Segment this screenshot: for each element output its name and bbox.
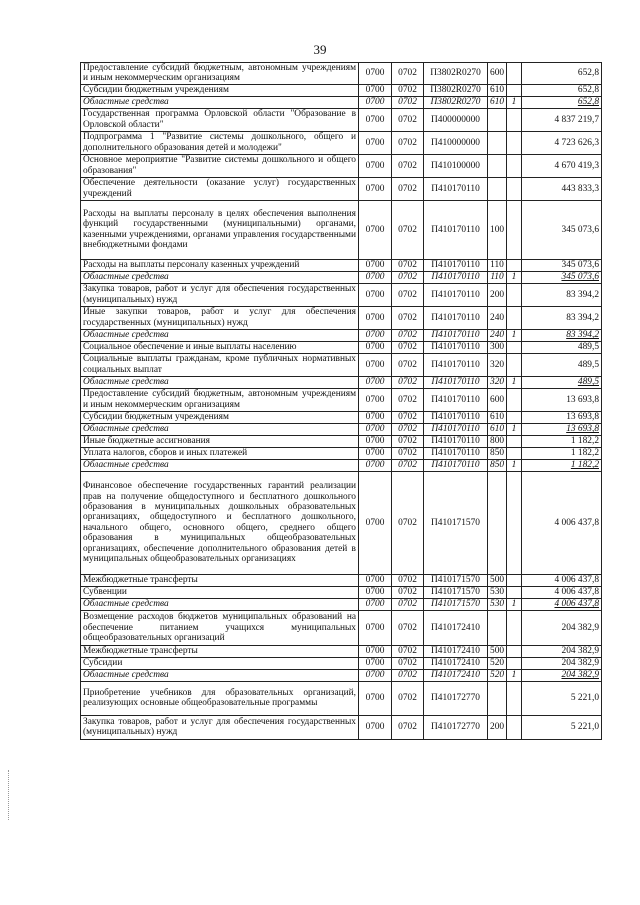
target-article-cell: П410171570 xyxy=(424,598,488,610)
expense-type-cell xyxy=(488,681,507,715)
target-article-cell: П410171570 xyxy=(424,574,488,586)
row-name-cell: Закупка товаров, работ и услуг для обеспечения государственных (муниципальных) нужд xyxy=(81,715,359,739)
amount-cell xyxy=(522,353,602,376)
section-code-cell: 0700 xyxy=(359,657,392,669)
expense-type-cell: 100 xyxy=(488,200,507,259)
table-row xyxy=(81,447,602,459)
table-row xyxy=(81,574,602,586)
amount-cell xyxy=(522,411,602,423)
section-code-cell: 0700 xyxy=(359,63,392,85)
section-code-cell: 0700 xyxy=(359,154,392,177)
row-name-cell: Расходы на выплаты персоналу в целях обеспечения выполнения функций государственными (муниципальными) органами, казенными учреждениями, органами управления государственными внебюджетными фондами xyxy=(81,200,359,259)
amount-value: 1 182,2 xyxy=(570,436,599,447)
amount-value: 204 382,9 xyxy=(561,670,599,681)
target-article-cell: П410170110 xyxy=(424,200,488,259)
amount-cell xyxy=(522,681,602,715)
amount-value: 13 693,8 xyxy=(566,424,599,435)
expense-type-cell xyxy=(488,471,507,574)
target-article-cell: П410172410 xyxy=(424,645,488,657)
funding-source-cell xyxy=(507,131,522,154)
section-code-cell: 0700 xyxy=(359,388,392,411)
subsection-code-cell: 0702 xyxy=(392,177,424,200)
amount-value: 4 837 219,7 xyxy=(554,114,599,125)
section-code-cell: 0700 xyxy=(359,283,392,306)
section-code-cell: 0700 xyxy=(359,610,392,645)
row-name-cell: Государственная программа Орловской области "Образование в Орловской области" xyxy=(81,108,359,131)
row-name-cell: Социальные выплаты гражданам, кроме публичных нормативных социальных выплат xyxy=(81,353,359,376)
table-row-regional-funds xyxy=(81,669,602,681)
target-article-cell: П410172770 xyxy=(424,715,488,739)
amount-value: 652,8 xyxy=(577,68,599,79)
row-name-cell: Социальное обеспечение и иные выплаты населению xyxy=(81,341,359,353)
amount-cell xyxy=(522,715,602,739)
amount-value: 4 006 437,8 xyxy=(554,587,599,598)
amount-value: 489,5 xyxy=(577,377,599,388)
table-row xyxy=(81,283,602,306)
subsection-code-cell: 0702 xyxy=(392,681,424,715)
funding-source-cell: 1 xyxy=(507,459,522,471)
subsection-code-cell: 0702 xyxy=(392,259,424,271)
funding-source-cell xyxy=(507,154,522,177)
target-article-cell: П410170110 xyxy=(424,259,488,271)
row-name-cell: Субвенции xyxy=(81,586,359,598)
row-name-cell: Основное мероприятие "Развитие системы дошкольного и общего образования" xyxy=(81,154,359,177)
amount-value: 4 723 626,3 xyxy=(554,137,599,148)
amount-cell xyxy=(522,376,602,388)
funding-source-cell xyxy=(507,471,522,574)
expense-type-cell: 200 xyxy=(488,283,507,306)
funding-source-cell xyxy=(507,435,522,447)
amount-value: 443 833,3 xyxy=(561,183,599,194)
expense-type-cell: 610 xyxy=(488,411,507,423)
table-row xyxy=(81,154,602,177)
subsection-code-cell: 0702 xyxy=(392,388,424,411)
expense-type-cell: 800 xyxy=(488,435,507,447)
subsection-code-cell: 0702 xyxy=(392,84,424,96)
section-code-cell: 0700 xyxy=(359,447,392,459)
amount-value: 83 394,2 xyxy=(566,289,599,300)
funding-source-cell: 1 xyxy=(507,271,522,283)
funding-source-cell: 1 xyxy=(507,96,522,108)
subsection-code-cell: 0702 xyxy=(392,657,424,669)
section-code-cell: 0700 xyxy=(359,459,392,471)
subsection-code-cell: 0702 xyxy=(392,154,424,177)
target-article-cell: П410170110 xyxy=(424,459,488,471)
expense-type-cell: 850 xyxy=(488,459,507,471)
subsection-code-cell: 0702 xyxy=(392,411,424,423)
target-article-cell: П410170110 xyxy=(424,388,488,411)
funding-source-cell xyxy=(507,283,522,306)
expense-type-cell: 600 xyxy=(488,63,507,85)
amount-cell xyxy=(522,177,602,200)
funding-source-cell xyxy=(507,353,522,376)
subsection-code-cell: 0702 xyxy=(392,586,424,598)
expense-type-cell: 500 xyxy=(488,645,507,657)
funding-source-cell: 1 xyxy=(507,598,522,610)
expense-type-cell xyxy=(488,177,507,200)
subsection-code-cell: 0702 xyxy=(392,353,424,376)
table-row-regional-funds xyxy=(81,329,602,341)
table-row-regional-funds xyxy=(81,423,602,435)
subsection-code-cell: 0702 xyxy=(392,423,424,435)
funding-source-cell: 1 xyxy=(507,423,522,435)
expense-type-cell xyxy=(488,610,507,645)
amount-value: 204 382,9 xyxy=(561,646,599,657)
section-code-cell: 0700 xyxy=(359,423,392,435)
funding-source-cell xyxy=(507,586,522,598)
amount-cell xyxy=(522,341,602,353)
funding-source-cell xyxy=(507,108,522,131)
row-name-cell: Областные средства xyxy=(81,376,359,388)
section-code-cell: 0700 xyxy=(359,271,392,283)
subsection-code-cell: 0702 xyxy=(392,283,424,306)
target-article-cell: П3802R0270 xyxy=(424,96,488,108)
target-article-cell: П3802R0270 xyxy=(424,63,488,85)
row-name-cell: Финансовое обеспечение государственных гарантий реализации прав на получение общедоступного и бесплатного дошкольного образования в муниципальных дошкольных образовательных организациях, общедоступного и бесплатного дошкольного, начального общего, основного общего, среднего общего образования в муниципальных общеобразовательных организациях, обеспечение дополнительного образования детей в муниципальных общеобразовательных организациях xyxy=(81,471,359,574)
section-code-cell: 0700 xyxy=(359,329,392,341)
subsection-code-cell: 0702 xyxy=(392,645,424,657)
target-article-cell: П410172410 xyxy=(424,669,488,681)
amount-cell xyxy=(522,586,602,598)
funding-source-cell xyxy=(507,84,522,96)
row-name-cell: Расходы на выплаты персоналу казенных учреждений xyxy=(81,259,359,271)
amount-value: 345 073,6 xyxy=(561,272,599,283)
subsection-code-cell: 0702 xyxy=(392,271,424,283)
target-article-cell: П410172410 xyxy=(424,610,488,645)
row-name-cell: Подпрограмма 1 "Развитие системы дошкольного, общего и дополнительного образования детей и молодежи" xyxy=(81,131,359,154)
row-name-cell: Предоставление субсидий бюджетным, автономным учреждениям и иным некоммерческим организациям xyxy=(81,388,359,411)
target-article-cell: П410170110 xyxy=(424,177,488,200)
funding-source-cell xyxy=(507,610,522,645)
table-row xyxy=(81,610,602,645)
section-code-cell: 0700 xyxy=(359,669,392,681)
scan-margin-mark xyxy=(8,770,10,820)
expense-type-cell: 110 xyxy=(488,259,507,271)
subsection-code-cell: 0702 xyxy=(392,715,424,739)
section-code-cell: 0700 xyxy=(359,471,392,574)
target-article-cell: П410172770 xyxy=(424,681,488,715)
row-name-cell: Субсидии бюджетным учреждениям xyxy=(81,411,359,423)
row-name-cell: Уплата налогов, сборов и иных платежей xyxy=(81,447,359,459)
section-code-cell: 0700 xyxy=(359,177,392,200)
target-article-cell: П410172410 xyxy=(424,657,488,669)
amount-cell xyxy=(522,283,602,306)
section-code-cell: 0700 xyxy=(359,598,392,610)
amount-cell xyxy=(522,200,602,259)
funding-source-cell: 1 xyxy=(507,376,522,388)
subsection-code-cell: 0702 xyxy=(392,63,424,85)
subsection-code-cell: 0702 xyxy=(392,447,424,459)
expense-type-cell xyxy=(488,154,507,177)
row-name-cell: Областные средства xyxy=(81,271,359,283)
amount-cell xyxy=(522,459,602,471)
amount-value: 652,8 xyxy=(577,85,599,96)
funding-source-cell: 1 xyxy=(507,329,522,341)
expense-type-cell: 530 xyxy=(488,598,507,610)
amount-cell xyxy=(522,63,602,85)
funding-source-cell xyxy=(507,341,522,353)
funding-source-cell xyxy=(507,657,522,669)
table-row xyxy=(81,586,602,598)
row-name-cell: Межбюджетные трансферты xyxy=(81,645,359,657)
section-code-cell: 0700 xyxy=(359,645,392,657)
subsection-code-cell: 0702 xyxy=(392,376,424,388)
section-code-cell: 0700 xyxy=(359,306,392,329)
amount-value: 204 382,9 xyxy=(561,658,599,669)
target-article-cell: П410170110 xyxy=(424,329,488,341)
table-row xyxy=(81,471,602,574)
row-name-cell: Межбюджетные трансферты xyxy=(81,574,359,586)
amount-cell xyxy=(522,306,602,329)
expense-type-cell: 520 xyxy=(488,657,507,669)
amount-value: 1 182,2 xyxy=(570,448,599,459)
target-article-cell: П410100000 xyxy=(424,154,488,177)
amount-cell xyxy=(522,471,602,574)
row-name-cell: Закупка товаров, работ и услуг для обеспечения государственных (муниципальных) нужд xyxy=(81,283,359,306)
target-article-cell: П410171570 xyxy=(424,471,488,574)
expense-type-cell: 610 xyxy=(488,96,507,108)
section-code-cell: 0700 xyxy=(359,96,392,108)
amount-value: 4 006 437,8 xyxy=(554,517,599,528)
expense-type-cell: 240 xyxy=(488,306,507,329)
target-article-cell: П410171570 xyxy=(424,586,488,598)
funding-source-cell xyxy=(507,259,522,271)
amount-cell xyxy=(522,645,602,657)
target-article-cell: П410170110 xyxy=(424,271,488,283)
amount-cell xyxy=(522,259,602,271)
target-article-cell: П410170110 xyxy=(424,376,488,388)
target-article-cell: П410170110 xyxy=(424,353,488,376)
row-name-cell: Субсидии бюджетным учреждениям xyxy=(81,84,359,96)
funding-source-cell xyxy=(507,306,522,329)
section-code-cell: 0700 xyxy=(359,586,392,598)
table-row xyxy=(81,715,602,739)
funding-source-cell xyxy=(507,63,522,85)
expense-type-cell: 520 xyxy=(488,669,507,681)
expense-type-cell: 600 xyxy=(488,388,507,411)
table-row-regional-funds xyxy=(81,271,602,283)
amount-cell xyxy=(522,271,602,283)
amount-cell xyxy=(522,84,602,96)
amount-value: 13 693,8 xyxy=(566,394,599,405)
section-code-cell: 0700 xyxy=(359,681,392,715)
expense-type-cell: 530 xyxy=(488,586,507,598)
amount-value: 345 073,6 xyxy=(561,260,599,271)
amount-cell xyxy=(522,598,602,610)
row-name-cell: Областные средства xyxy=(81,459,359,471)
table-row xyxy=(81,306,602,329)
amount-cell xyxy=(522,610,602,645)
funding-source-cell xyxy=(507,411,522,423)
section-code-cell: 0700 xyxy=(359,131,392,154)
funding-source-cell xyxy=(507,645,522,657)
subsection-code-cell: 0702 xyxy=(392,598,424,610)
table-row-regional-funds xyxy=(81,376,602,388)
expense-type-cell: 300 xyxy=(488,341,507,353)
amount-cell xyxy=(522,108,602,131)
expense-type-cell: 850 xyxy=(488,447,507,459)
section-code-cell: 0700 xyxy=(359,200,392,259)
subsection-code-cell: 0702 xyxy=(392,108,424,131)
row-name-cell: Предоставление субсидий бюджетным, автономным учреждениям и иным некоммерческим организациям xyxy=(81,63,359,85)
subsection-code-cell: 0702 xyxy=(392,471,424,574)
table-row xyxy=(81,435,602,447)
subsection-code-cell: 0702 xyxy=(392,96,424,108)
expense-type-cell: 110 xyxy=(488,271,507,283)
amount-cell xyxy=(522,96,602,108)
row-name-cell: Областные средства xyxy=(81,329,359,341)
target-article-cell: П410000000 xyxy=(424,131,488,154)
subsection-code-cell: 0702 xyxy=(392,329,424,341)
funding-source-cell xyxy=(507,200,522,259)
section-code-cell: 0700 xyxy=(359,353,392,376)
table-row xyxy=(81,84,602,96)
amount-value: 345 073,6 xyxy=(561,224,599,235)
section-code-cell: 0700 xyxy=(359,574,392,586)
target-article-cell: П410170110 xyxy=(424,411,488,423)
subsection-code-cell: 0702 xyxy=(392,669,424,681)
expense-type-cell: 610 xyxy=(488,423,507,435)
section-code-cell: 0700 xyxy=(359,411,392,423)
amount-value: 5 221,0 xyxy=(570,693,599,704)
subsection-code-cell: 0702 xyxy=(392,306,424,329)
subsection-code-cell: 0702 xyxy=(392,459,424,471)
subsection-code-cell: 0702 xyxy=(392,435,424,447)
amount-value: 1 182,2 xyxy=(570,460,599,471)
row-name-cell: Субсидии xyxy=(81,657,359,669)
row-name-cell: Иные закупки товаров, работ и услуг для обеспечения государственных (муниципальных) нужд xyxy=(81,306,359,329)
table-row xyxy=(81,177,602,200)
subsection-code-cell: 0702 xyxy=(392,200,424,259)
row-name-cell: Приобретение учебников для образовательных организаций, реализующих основные общеобразовательные программы xyxy=(81,681,359,715)
amount-value: 5 221,0 xyxy=(570,722,599,733)
table-row-regional-funds xyxy=(81,459,602,471)
target-article-cell: П410170110 xyxy=(424,435,488,447)
amount-cell xyxy=(522,423,602,435)
section-code-cell: 0700 xyxy=(359,435,392,447)
row-name-cell: Иные бюджетные ассигнования xyxy=(81,435,359,447)
amount-value: 13 693,8 xyxy=(566,412,599,423)
amount-value: 83 394,2 xyxy=(566,312,599,323)
table-row xyxy=(81,388,602,411)
expense-type-cell: 320 xyxy=(488,376,507,388)
page-number: 39 xyxy=(313,42,327,57)
amount-value: 4 670 419,3 xyxy=(554,160,599,171)
table-row xyxy=(81,411,602,423)
subsection-code-cell: 0702 xyxy=(392,131,424,154)
target-article-cell: П410170110 xyxy=(424,341,488,353)
row-name-cell: Областные средства xyxy=(81,423,359,435)
row-name-cell: Областные средства xyxy=(81,669,359,681)
funding-source-cell xyxy=(507,681,522,715)
section-code-cell: 0700 xyxy=(359,341,392,353)
amount-value: 652,8 xyxy=(577,97,599,108)
funding-source-cell xyxy=(507,388,522,411)
table-row xyxy=(81,200,602,259)
table-row xyxy=(81,108,602,131)
target-article-cell: П410170110 xyxy=(424,447,488,459)
section-code-cell: 0700 xyxy=(359,376,392,388)
subsection-code-cell: 0702 xyxy=(392,341,424,353)
amount-cell xyxy=(522,329,602,341)
expense-type-cell: 320 xyxy=(488,353,507,376)
target-article-cell: П3802R0270 xyxy=(424,84,488,96)
amount-cell xyxy=(522,574,602,586)
amount-cell xyxy=(522,131,602,154)
table-row xyxy=(81,259,602,271)
amount-cell xyxy=(522,447,602,459)
table-row xyxy=(81,681,602,715)
row-name-cell: Областные средства xyxy=(81,598,359,610)
subsection-code-cell: 0702 xyxy=(392,574,424,586)
target-article-cell: П410170110 xyxy=(424,306,488,329)
target-article-cell: П410170110 xyxy=(424,423,488,435)
table-row-regional-funds xyxy=(81,598,602,610)
row-name-cell: Областные средства xyxy=(81,96,359,108)
target-article-cell: П400000000 xyxy=(424,108,488,131)
funding-source-cell xyxy=(507,447,522,459)
section-code-cell: 0700 xyxy=(359,108,392,131)
amount-value: 204 382,9 xyxy=(561,622,599,633)
expense-type-cell: 610 xyxy=(488,84,507,96)
expense-type-cell: 500 xyxy=(488,574,507,586)
row-name-cell: Обеспечение деятельности (оказание услуг) государственных учреждений xyxy=(81,177,359,200)
table-row xyxy=(81,645,602,657)
expense-type-cell xyxy=(488,131,507,154)
table-row xyxy=(81,657,602,669)
expense-type-cell: 240 xyxy=(488,329,507,341)
table-row xyxy=(81,63,602,85)
amount-value: 83 394,2 xyxy=(566,330,599,341)
section-code-cell: 0700 xyxy=(359,84,392,96)
amount-cell xyxy=(522,154,602,177)
target-article-cell: П410170110 xyxy=(424,283,488,306)
funding-source-cell xyxy=(507,177,522,200)
funding-source-cell xyxy=(507,715,522,739)
section-code-cell: 0700 xyxy=(359,259,392,271)
section-code-cell: 0700 xyxy=(359,715,392,739)
funding-source-cell: 1 xyxy=(507,669,522,681)
table-row-regional-funds xyxy=(81,96,602,108)
amount-value: 489,5 xyxy=(577,359,599,370)
expense-type-cell xyxy=(488,108,507,131)
amount-cell xyxy=(522,669,602,681)
table-row xyxy=(81,131,602,154)
amount-value: 4 006 437,8 xyxy=(554,599,599,610)
row-name-cell: Возмещение расходов бюджетов муниципальных образований на обеспечение питанием учащихся муниципальных общеобразовательных организаций xyxy=(81,610,359,645)
amount-cell xyxy=(522,657,602,669)
table-row xyxy=(81,341,602,353)
amount-value: 489,5 xyxy=(577,342,599,353)
amount-cell xyxy=(522,435,602,447)
funding-source-cell xyxy=(507,574,522,586)
subsection-code-cell: 0702 xyxy=(392,610,424,645)
amount-cell xyxy=(522,388,602,411)
budget-table xyxy=(80,62,602,740)
amount-value: 4 006 437,8 xyxy=(554,575,599,586)
expense-type-cell: 200 xyxy=(488,715,507,739)
table-row xyxy=(81,353,602,376)
